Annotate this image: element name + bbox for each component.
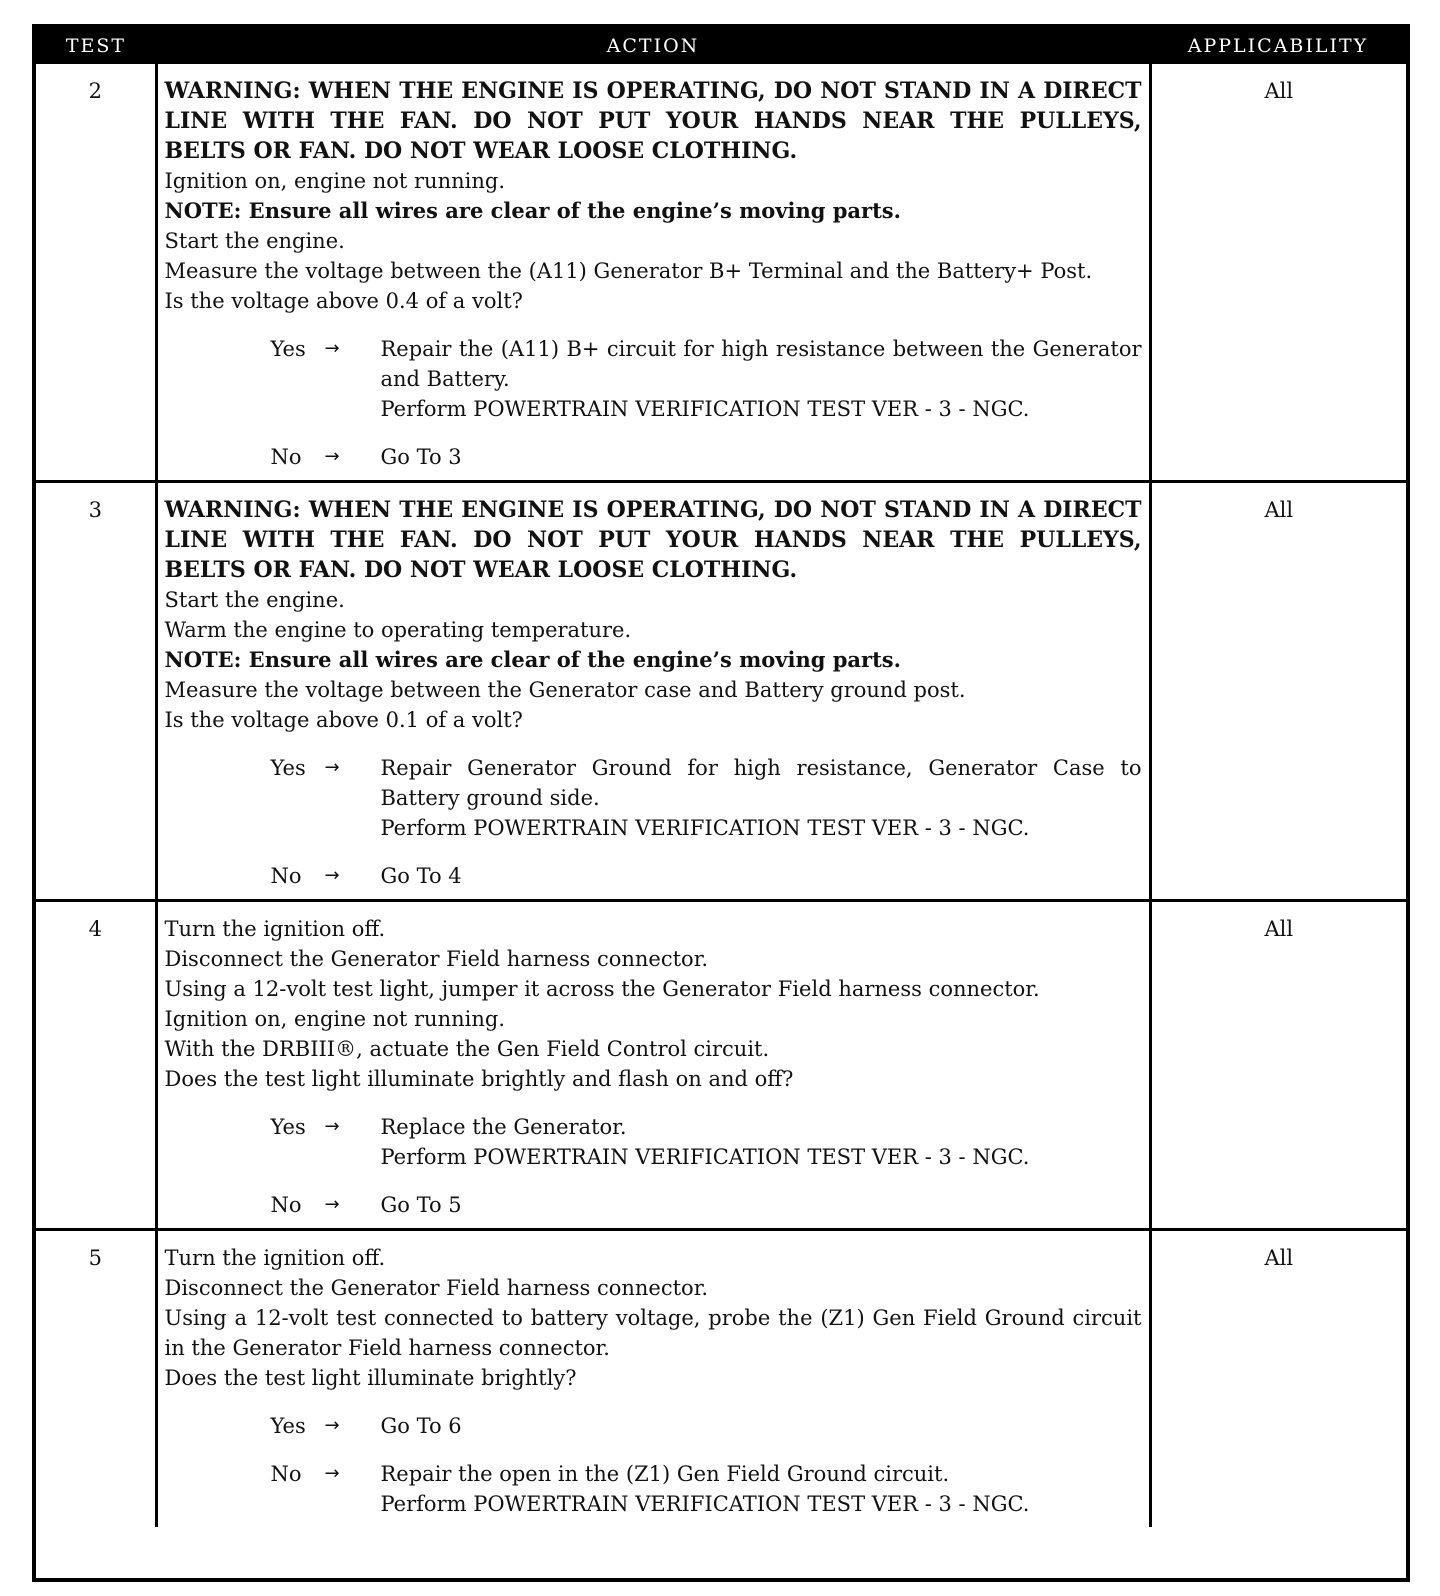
header-action: ACTION [156, 28, 1150, 64]
diagnostic-table [36, 28, 1406, 1527]
answer-label: Yes [270, 1414, 306, 1438]
arrow-icon: → [324, 865, 340, 886]
arrow-icon: → [324, 757, 340, 778]
applicability-value: All [1264, 79, 1294, 103]
answer-result-line: Go To 5 [380, 1193, 462, 1217]
answer-list [165, 753, 1142, 891]
test-number: 4 [36, 901, 156, 1230]
step-text: Disconnect the Generator Field harness connector. [164, 947, 709, 971]
answer-result [381, 1112, 1142, 1172]
step-text: Turn the ignition off. [164, 1246, 386, 1270]
diagnostic-table-page [32, 24, 1410, 1582]
answer-result-line: Perform POWERTRAIN VERIFICATION TEST VER - 3 - NGC. [380, 1492, 1030, 1516]
table-row [36, 1230, 1406, 1528]
step-text: Does the test light illuminate brightly and flash on and off? [164, 1067, 794, 1091]
answer-result [381, 334, 1142, 424]
answer-no [271, 1190, 1142, 1220]
step-text: Measure the voltage between the Generator case and Battery ground post. [164, 678, 966, 702]
answer-list [165, 1112, 1142, 1220]
answer-result-line: Repair the open in the (Z1) Gen Field Ground circuit. [380, 1462, 950, 1486]
answer-result [381, 861, 1142, 891]
answer-result-line: Replace the Generator. [380, 1115, 627, 1139]
step-text: Does the test light illuminate brightly? [164, 1366, 577, 1390]
answer-result [381, 442, 1142, 472]
answer-label: Yes [270, 756, 306, 780]
answer-yes [271, 1112, 1142, 1172]
answer-result-line: Go To 4 [380, 864, 462, 888]
table-body [36, 64, 1406, 1527]
answer-result [381, 1411, 1142, 1441]
answer-result-line: Go To 3 [380, 445, 462, 469]
table-row [36, 482, 1406, 901]
step-text: Disconnect the Generator Field harness connector. [164, 1276, 709, 1300]
step-text: Is the voltage above 0.1 of a volt? [164, 708, 523, 732]
step-text: With the DRBIII®, actuate the Gen Field Control circuit. [164, 1037, 770, 1061]
answer-no [271, 861, 1142, 891]
step-text: Measure the voltage between the (A11) Generator B+ Terminal and the Battery+ Post. [164, 259, 1093, 283]
action-cell [156, 1230, 1150, 1528]
answer-no [271, 442, 1142, 472]
answer-label: No [270, 864, 302, 888]
answer-result [381, 1190, 1142, 1220]
warning-text: WARNING: WHEN THE ENGINE IS OPERATING, DO NOT STAND IN A DIRECT LINE WITH THE FAN. DO NOT PUT YOUR HANDS NEAR THE PULLEYS, BELTS OR FAN. DO NOT WEAR LOOSE CLOTHING. [164, 497, 1142, 583]
answer-no [271, 1459, 1142, 1519]
action-cell [156, 64, 1150, 482]
applicability-value: All [1150, 1230, 1406, 1528]
step-text: Using a 12-volt test light, jumper it across the Generator Field harness connector. [164, 977, 1040, 1001]
note-text: NOTE: Ensure all wires are clear of the engine’s moving parts. [164, 647, 901, 672]
answer-yes [271, 334, 1142, 424]
answer-label: No [270, 445, 302, 469]
table-row [36, 901, 1406, 1230]
step-text: Is the voltage above 0.4 of a volt? [164, 289, 523, 313]
answer-result-line: Go To 6 [380, 1414, 462, 1438]
test-number: 2 [36, 64, 156, 482]
note-text: NOTE: Ensure all wires are clear of the engine’s moving parts. [164, 198, 901, 223]
answer-label: Yes [270, 337, 306, 361]
action-cell [156, 482, 1150, 901]
arrow-icon: → [324, 338, 340, 359]
answer-result [381, 1459, 1142, 1519]
answer-result-line: Perform POWERTRAIN VERIFICATION TEST VER - 3 - NGC. [380, 816, 1030, 840]
header-row [36, 28, 1406, 64]
answer-label: Yes [270, 1115, 306, 1139]
answer-yes [271, 1411, 1142, 1441]
answer-result [381, 753, 1142, 843]
step-text: Ignition on, engine not running. [164, 169, 505, 193]
test-number: 3 [36, 482, 156, 901]
arrow-icon: → [324, 1116, 340, 1137]
table-row [36, 64, 1406, 482]
test-number: 5 [36, 1230, 156, 1528]
step-text: Start the engine. [164, 588, 345, 612]
answer-label: No [270, 1193, 302, 1217]
action-cell [156, 901, 1150, 1230]
step-text: Turn the ignition off. [164, 917, 386, 941]
answer-yes [271, 753, 1142, 843]
header-test: TEST [36, 28, 156, 64]
applicability-value: All [1150, 901, 1406, 1230]
arrow-icon: → [324, 446, 340, 467]
answer-result-line: Repair the (A11) B+ circuit for high resistance between the Generator and Battery. [380, 337, 1142, 391]
warning-text: WARNING: WHEN THE ENGINE IS OPERATING, DO NOT STAND IN A DIRECT LINE WITH THE FAN. DO NOT PUT YOUR HANDS NEAR THE PULLEYS, BELTS OR FAN. DO NOT WEAR LOOSE CLOTHING. [164, 78, 1142, 164]
arrow-icon: → [324, 1415, 340, 1436]
answer-list [165, 334, 1142, 472]
answer-result-line: Perform POWERTRAIN VERIFICATION TEST VER - 3 - NGC. [380, 1145, 1030, 1169]
answer-label: No [270, 1462, 302, 1486]
step-text: Warm the engine to operating temperature. [164, 618, 632, 642]
step-text: Using a 12-volt test connected to battery voltage, probe the (Z1) Gen Field Ground circuit in the Generator Field harness connector. [164, 1306, 1142, 1360]
applicability-value: All [1150, 482, 1406, 901]
header-applicability: APPLICABILITY [1150, 28, 1406, 64]
answer-result-line: Repair Generator Ground for high resistance, Generator Case to Battery ground side. [380, 756, 1142, 810]
arrow-icon: → [324, 1463, 340, 1484]
step-text: Start the engine. [164, 229, 345, 253]
arrow-icon: → [324, 1194, 340, 1215]
answer-result-line: Perform POWERTRAIN VERIFICATION TEST VER - 3 - NGC. [380, 397, 1030, 421]
answer-list [165, 1411, 1142, 1519]
step-text: Ignition on, engine not running. [164, 1007, 505, 1031]
